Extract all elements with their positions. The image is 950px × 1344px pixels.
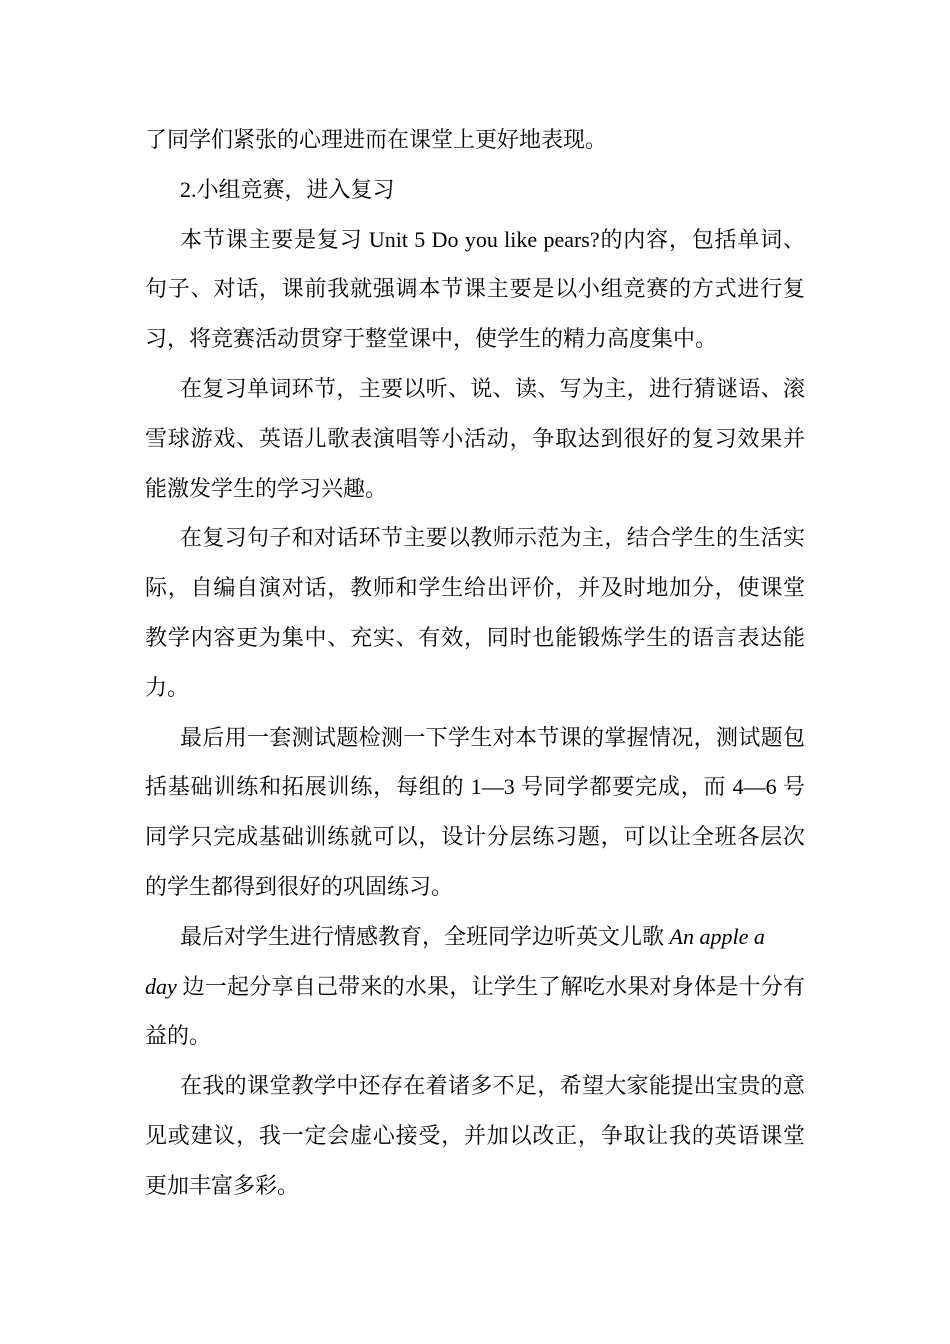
paragraph-test: [145, 713, 805, 912]
song-title-part: day: [145, 973, 177, 999]
heading-text: 2.小组竞赛，进入复习: [180, 176, 395, 202]
text-line: 了同学们紧张的心理进而在课堂上更好地表现。: [145, 127, 608, 152]
song-title-part: An apple a: [669, 923, 765, 949]
text-line: 教学内容更为集中、充实、有效，同时也能锻炼学生的语言表达能: [145, 624, 805, 650]
text-line: 能激发学生的学习兴趣。: [145, 475, 388, 501]
paragraph-review-intro: [145, 215, 805, 364]
text-line: [145, 912, 805, 962]
text-line: 的学生都得到很好的巩固练习。: [145, 873, 454, 899]
text-line: 际，自编自演对话，教师和学生给出评价，并及时地加分，使课堂: [145, 575, 805, 601]
text-line: 同学只完成基础训练就可以，设计分层练习题，可以让全班各层次: [145, 824, 805, 850]
paragraph-sentences: [145, 513, 805, 712]
text-line: 最后用一套测试题检测一下学生对本节课的掌握情况，测试题包: [180, 724, 805, 750]
text-line: 在复习句子和对话环节主要以教师示范为主，结合学生的生活实: [180, 525, 805, 551]
paragraph-words: [145, 364, 805, 513]
section-heading: [145, 165, 805, 215]
paragraph-song: [145, 912, 805, 1061]
text-line: 括基础训练和拓展训练，每组的 1—3 号同学都要完成，而 4—6 号: [145, 774, 805, 800]
paragraph-conclusion: [145, 1061, 805, 1210]
paragraph-continuation: [145, 115, 805, 165]
text-line: 雪球游戏、英语儿歌表演唱等小活动，争取达到很好的复习效果并: [145, 425, 805, 451]
text-line: 句子、对话，课前我就强调本节课主要是以小组竞赛的方式进行复: [145, 276, 805, 302]
text-line: 在复习单词环节，主要以听、说、读、写为主，进行猜谜语、滚: [180, 375, 805, 401]
document-page: [145, 115, 805, 1211]
text-line: 更加丰富多彩。: [145, 1172, 300, 1198]
text-segment: 最后对学生进行情感教育，全班同学边听英文儿歌: [180, 923, 670, 949]
text-segment: 边一起分享自己带来的水果，让学生了解吃水果对身体是十分有: [176, 973, 805, 999]
text-line: 本节课主要是复习 Unit 5 Do you like pears?的内容，包括单词、: [180, 226, 805, 252]
text-line: [145, 962, 805, 1012]
text-line: 在我的课堂教学中还存在着诸多不足，希望大家能提出宝贵的意: [180, 1073, 805, 1099]
text-line: 益的。: [145, 1023, 212, 1049]
text-line: 习，将竞赛活动贯穿于整堂课中，使学生的精力高度集中。: [145, 326, 718, 352]
text-line: 力。: [145, 674, 190, 700]
text-line: 见或建议，我一定会虚心接受，并加以改正，争取让我的英语课堂: [145, 1122, 805, 1148]
